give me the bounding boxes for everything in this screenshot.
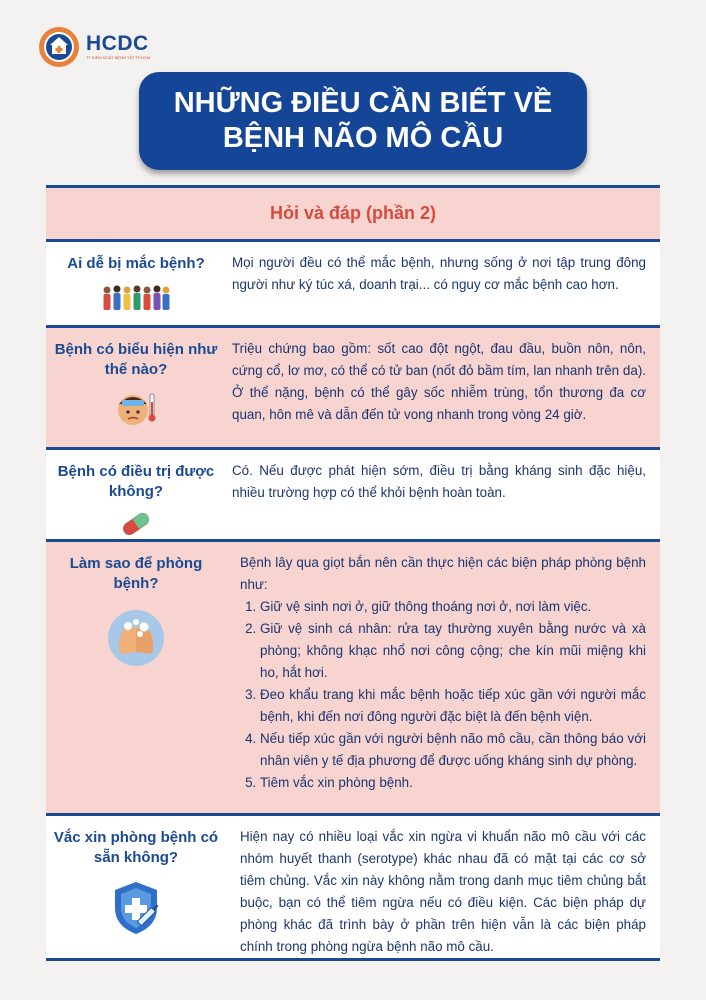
logo-subtitle: TT KIỂM SOÁT BỆNH TẬT TP.HCM bbox=[86, 55, 151, 60]
qa-row-vaccine bbox=[46, 816, 660, 961]
logo-name: HCDC bbox=[86, 32, 149, 55]
question-cell bbox=[46, 242, 226, 325]
page-title bbox=[139, 72, 587, 170]
qa-row-treatment bbox=[46, 450, 660, 542]
table-header: Hỏi và đáp (phần 2) bbox=[46, 185, 660, 242]
answer-text: Hiện nay có nhiều loại vắc xin ngừa vi khuẩn não mô cầu với các nhóm huyết thanh (serotype) khác nhau đã có mặt tại các cơ sở tiêm chủng. Vắc xin này không nằm trong danh mục tiêm chủng bắt buộc, bạn có thể tiêm ngừa nếu có điều kiện. Các biện pháp dự phòng khác đã trình bày ở phần trên hiện vẫn là các biện pháp chính trong phòng ngừa bệnh não mô cầu. bbox=[240, 829, 646, 954]
answer-cell bbox=[226, 450, 660, 539]
qa-table bbox=[46, 185, 660, 961]
answer-intro: Bệnh lây qua giọt bắn nên cần thực hiện các biện pháp phòng bệnh như: bbox=[240, 555, 646, 592]
hcdc-logo-icon bbox=[38, 26, 80, 68]
question-cell bbox=[46, 542, 226, 813]
question-cell bbox=[46, 328, 226, 447]
question-text: Ai dễ bị mắc bệnh? bbox=[67, 255, 205, 272]
question-cell bbox=[46, 450, 226, 539]
answer-cell bbox=[226, 328, 660, 447]
list-item: 1. Giữ vệ sinh nơi ở, giữ thông thoáng nơi ở, nơi làm việc. bbox=[260, 596, 646, 618]
answer-cell bbox=[226, 242, 660, 325]
handwash-icon bbox=[106, 608, 166, 668]
title-line-2: BỆNH NÃO MÔ CẦU bbox=[222, 122, 504, 154]
vaccine-shield-icon bbox=[111, 880, 161, 936]
qa-row-prevention bbox=[46, 542, 660, 816]
pill-icon bbox=[120, 510, 152, 538]
question-text: Vắc xin phòng bệnh có sẵn không? bbox=[53, 829, 219, 866]
qa-row-who bbox=[46, 242, 660, 328]
list-item: 3. Đeo khẩu trang khi mắc bệnh hoặc tiếp xúc gần với người mắc bệnh, khi đến nơi đông người đặc biệt là đến bệnh viện. bbox=[260, 684, 646, 728]
fever-icon bbox=[113, 388, 159, 428]
list-item: 2. Giữ vệ sinh cá nhân: rửa tay thường xuyên bằng nước và xà phòng; không khạc nhổ nơi công cộng; che kín mũi miệng khi ho, hắt hơi. bbox=[260, 618, 646, 684]
answer-cell bbox=[226, 542, 660, 813]
question-cell bbox=[46, 816, 226, 958]
answer-cell bbox=[226, 816, 660, 958]
question-text: Bệnh có biểu hiện như thế nào? bbox=[54, 341, 218, 378]
crowd-icon bbox=[101, 282, 171, 312]
answer-text: Có. Nếu được phát hiện sớm, điều trị bằng kháng sinh đặc hiệu, nhiều trường hợp có thể khỏi bệnh hoàn toàn. bbox=[232, 463, 646, 500]
answer-text: Triệu chứng bao gồm: sốt cao đột ngột, đau đầu, buồn nôn, nôn, cứng cổ, lơ mơ, có thể có tử ban (nốt đỏ bầm tím, lan nhanh trên da). Ở thể nặng, bệnh có thể gây sốc nhiễm trùng, tổn thương đa cơ quan, hôn mê và dẫn đến tử vong nhanh trong vòng 24 giờ. bbox=[232, 341, 646, 422]
list-item: 5. Tiêm vắc xin phòng bệnh. bbox=[260, 772, 646, 794]
question-text: Bệnh có điều trị được không? bbox=[57, 463, 215, 500]
prevention-list bbox=[240, 596, 646, 794]
qa-row-symptoms bbox=[46, 328, 660, 450]
answer-text: Mọi người đều có thể mắc bệnh, nhưng sống ở nơi tập trung đông người như ký túc xá, doanh trại... có nguy cơ mắc bệnh cao hơn. bbox=[232, 255, 646, 292]
logo bbox=[38, 26, 150, 68]
list-item: 4. Nếu tiếp xúc gần với người bệnh não mô cầu, cần thông báo với nhân viên y tế địa phương để được uống kháng sinh dự phòng. bbox=[260, 728, 646, 772]
question-text: Làm sao để phòng bệnh? bbox=[69, 555, 203, 592]
title-line-1: NHỮNG ĐIỀU CẦN BIẾT VỀ bbox=[173, 87, 553, 119]
